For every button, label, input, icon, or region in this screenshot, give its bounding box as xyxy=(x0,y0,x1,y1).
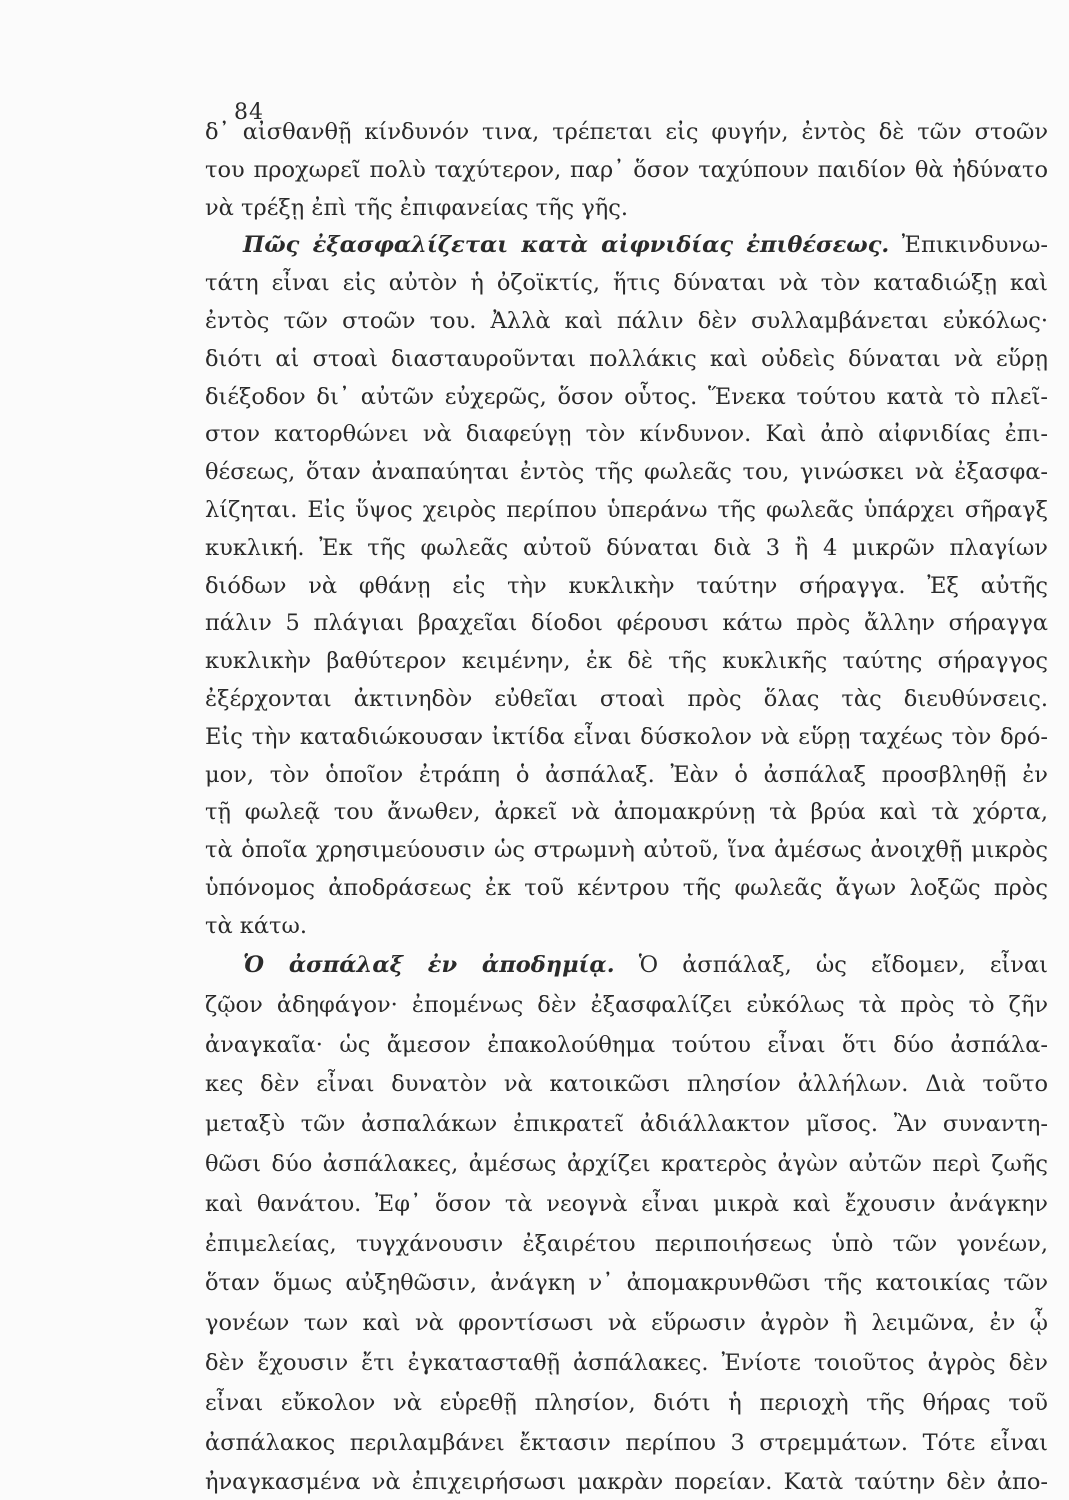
page-number: 84 xyxy=(234,100,264,125)
text-line: τὰ κάτω. xyxy=(205,912,307,939)
text-line: πάλιν 5 πλάγιαι βραχεῖαι δίοδοι φέρουσι κάτω πρὸς ἄλλην σήραγγα xyxy=(205,610,1048,637)
text-line: θῶσι δύο ἀσπάλακες, ἀμέσως ἀρχίζει κρατερὸς ἀγὼν αὐτῶν περὶ ζωῆς xyxy=(205,1150,1048,1177)
section2-lines xyxy=(205,986,1048,1500)
text-block-upper xyxy=(205,114,1048,946)
text-line: ὑπόνομος ἀποδράσεως ἐκ τοῦ κέντρου τῆς φωλεᾶς ἄγων λοξῶς πρὸς xyxy=(205,874,1048,901)
text-line: Εἰς τὴν καταδιώκουσαν ἰκτίδα εἶναι δύσκολον νὰ εὕρῃ ταχέως τὸν δρό- xyxy=(205,723,1048,750)
text-line: ἐπιμελείας, τυγχάνουσιν ἐξαιρέτου περιποιήσεως ὑπὸ τῶν γονέων, xyxy=(205,1230,1048,1257)
text-span: Ὁ ἀσπάλαξ, ὡς εἴδομεν, εἶναι xyxy=(638,952,1048,978)
section-heading-line xyxy=(205,227,1048,265)
text-line: κες δὲν εἶναι δυνατὸν νὰ κατοικῶσι πλησίον ἀλλήλων. Διὰ τοῦτο xyxy=(205,1071,1048,1098)
text-line: κυκλική. Ἐκ τῆς φωλεᾶς αὐτοῦ δύναται διὰ 3 ἢ 4 μικρῶν πλαγίων xyxy=(205,534,1048,561)
text-line: διότι αἱ στοαὶ διασταυροῦνται πολλάκις καὶ οὐδεὶς δύναται νὰ εὕρῃ xyxy=(205,345,1048,372)
text-line: μεταξὺ τῶν ἀσπαλάκων ἐπικρατεῖ ἀδιάλλακτον μῖσος. Ἂν συναντη- xyxy=(205,1111,1048,1138)
text-line: μον, τὸν ὁποῖον ἐτράπη ὁ ἀσπάλαξ. Ἐὰν ὁ ἀσπάλαξ προσβληθῇ ἐν xyxy=(205,761,1048,788)
text-line: κυκλικὴν βαθύτερον κειμένην, ἐκ δὲ τῆς κυκλικῆς ταύτης σήραγγος xyxy=(205,648,1048,675)
text-line: διόδων νὰ φθάνῃ εἰς τὴν κυκλικὴν ταύτην σήραγγα. Ἐξ αὐτῆς xyxy=(205,572,1048,599)
text-line: ὅταν ὅμως αὐξηθῶσιν, ἀνάγκη ν᾽ ἀπομακρυνθῶσι τῆς κατοικίας τῶν xyxy=(205,1270,1048,1297)
text-line: του προχωρεῖ πολὺ ταχύτερον, παρ᾽ ὅσον ταχύπουν παιδίον θὰ ἠδύνατο xyxy=(205,156,1048,183)
text-line: δὲν ἔχουσιν ἔτι ἐγκατασταθῇ ἀσπάλακες. Ἐνίοτε τοιοῦτος ἀγρὸς δὲν xyxy=(205,1349,1048,1376)
text-line: τάτη εἶναι εἰς αὐτὸν ἡ ὀζοϊκτίς, ἥτις δύναται νὰ τὸν καταδιώξῃ καὶ xyxy=(205,270,1048,297)
text-line: ἠναγκασμένα νὰ ἐπιχειρήσωσι μακρὰν πορείαν. Κατὰ ταύτην δὲν ἀπο- xyxy=(205,1469,1048,1496)
text-line: στον κατορθώνει νὰ διαφεύγῃ τὸν κίνδυνον. Καὶ ἀπὸ αἰφνιδίας ἐπι- xyxy=(205,421,1048,448)
text-line: καὶ θανάτου. Ἐφ᾽ ὅσον τὰ νεογνὰ εἶναι μικρὰ καὶ ἔχουσιν ἀνάγκην xyxy=(205,1190,1048,1217)
text-line: διέξοδον δι᾽ αὐτῶν εὐχερῶς, ὅσον οὗτος. Ἕνεκα τούτου κατὰ τὸ πλεῖ- xyxy=(205,383,1048,410)
text-line: τῇ φωλεᾷ του ἄνωθεν, ἀρκεῖ νὰ ἀπομακρύνῃ τὰ βρύα καὶ τὰ χόρτα, xyxy=(205,799,1048,826)
text-line: νὰ τρέξῃ ἐπὶ τῆς ἐπιφανείας τῆς γῆς. xyxy=(205,194,628,221)
text-line: ἀναγκαῖα· ὡς ἄμεσον ἐπακολούθημα τούτου εἶναι ὅτι δύο ἀσπάλα- xyxy=(205,1031,1048,1058)
text-line: θέσεως, ὅταν ἀναπαύηται ἐντὸς τῆς φωλεᾶς του, γινώσκει νὰ ἐξασφα- xyxy=(205,459,1048,486)
text-span: Ἐπικινδυνω- xyxy=(901,232,1048,259)
text-line: ἐντὸς τῶν στοῶν του. Ἀλλὰ καὶ πάλιν δὲν συλλαμβάνεται εὐκόλως· xyxy=(205,307,1048,334)
text-line: δ᾽ αἰσθανθῇ κίνδυνόν τινα, τρέπεται εἰς φυγήν, ἐντὸς δὲ τῶν στοῶν xyxy=(205,119,1048,145)
text-line: ἐξέρχονται ἀκτινηδὸν εὐθεῖαι στοαὶ πρὸς ὅλας τὰς διευθύνσεις. xyxy=(205,685,1048,712)
section-heading: Πῶς ἐξασφαλίζεται κατὰ αἰφνιδίας ἐπιθέσεως. xyxy=(243,232,890,259)
text-line: λίζηται. Εἰς ὕψος χειρὸς περίπου ὑπεράνω τῆς φωλεᾶς ὑπάρχει σῆραγξ xyxy=(205,496,1048,523)
section1-lines xyxy=(205,265,1048,945)
text-block-lower xyxy=(205,946,1048,1500)
text-line: εἶναι εὔκολον νὰ εὑρεθῇ πλησίον, διότι ἡ περιοχὴ τῆς θήρας τοῦ xyxy=(205,1389,1048,1416)
text-line: ζῷον ἀδηφάγον· ἐπομένως δὲν ἐξασφαλίζει εὐκόλως τὰ πρὸς τὸ ζῆν xyxy=(205,991,1048,1018)
text-line: τὰ ὁποῖα χρησιμεύουσιν ὡς στρωμνὴ αὐτοῦ, ἵνα ἀμέσως ἀνοιχθῇ μικρὸς xyxy=(205,837,1048,864)
section-heading: Ὁ ἀσπάλαξ ἐν ἀποδημίᾳ. xyxy=(243,952,615,978)
text-line: ἀσπάλακος περιλαμβάνει ἔκτασιν περίπου 3 στρεμμάτων. Τότε εἶναι xyxy=(205,1429,1048,1456)
section-heading-line xyxy=(205,946,1048,986)
text-line: γονέων των καὶ νὰ φροντίσωσι νὰ εὕρωσιν ἀγρὸν ἢ λειμῶνα, ἐν ᾧ xyxy=(205,1310,1048,1337)
